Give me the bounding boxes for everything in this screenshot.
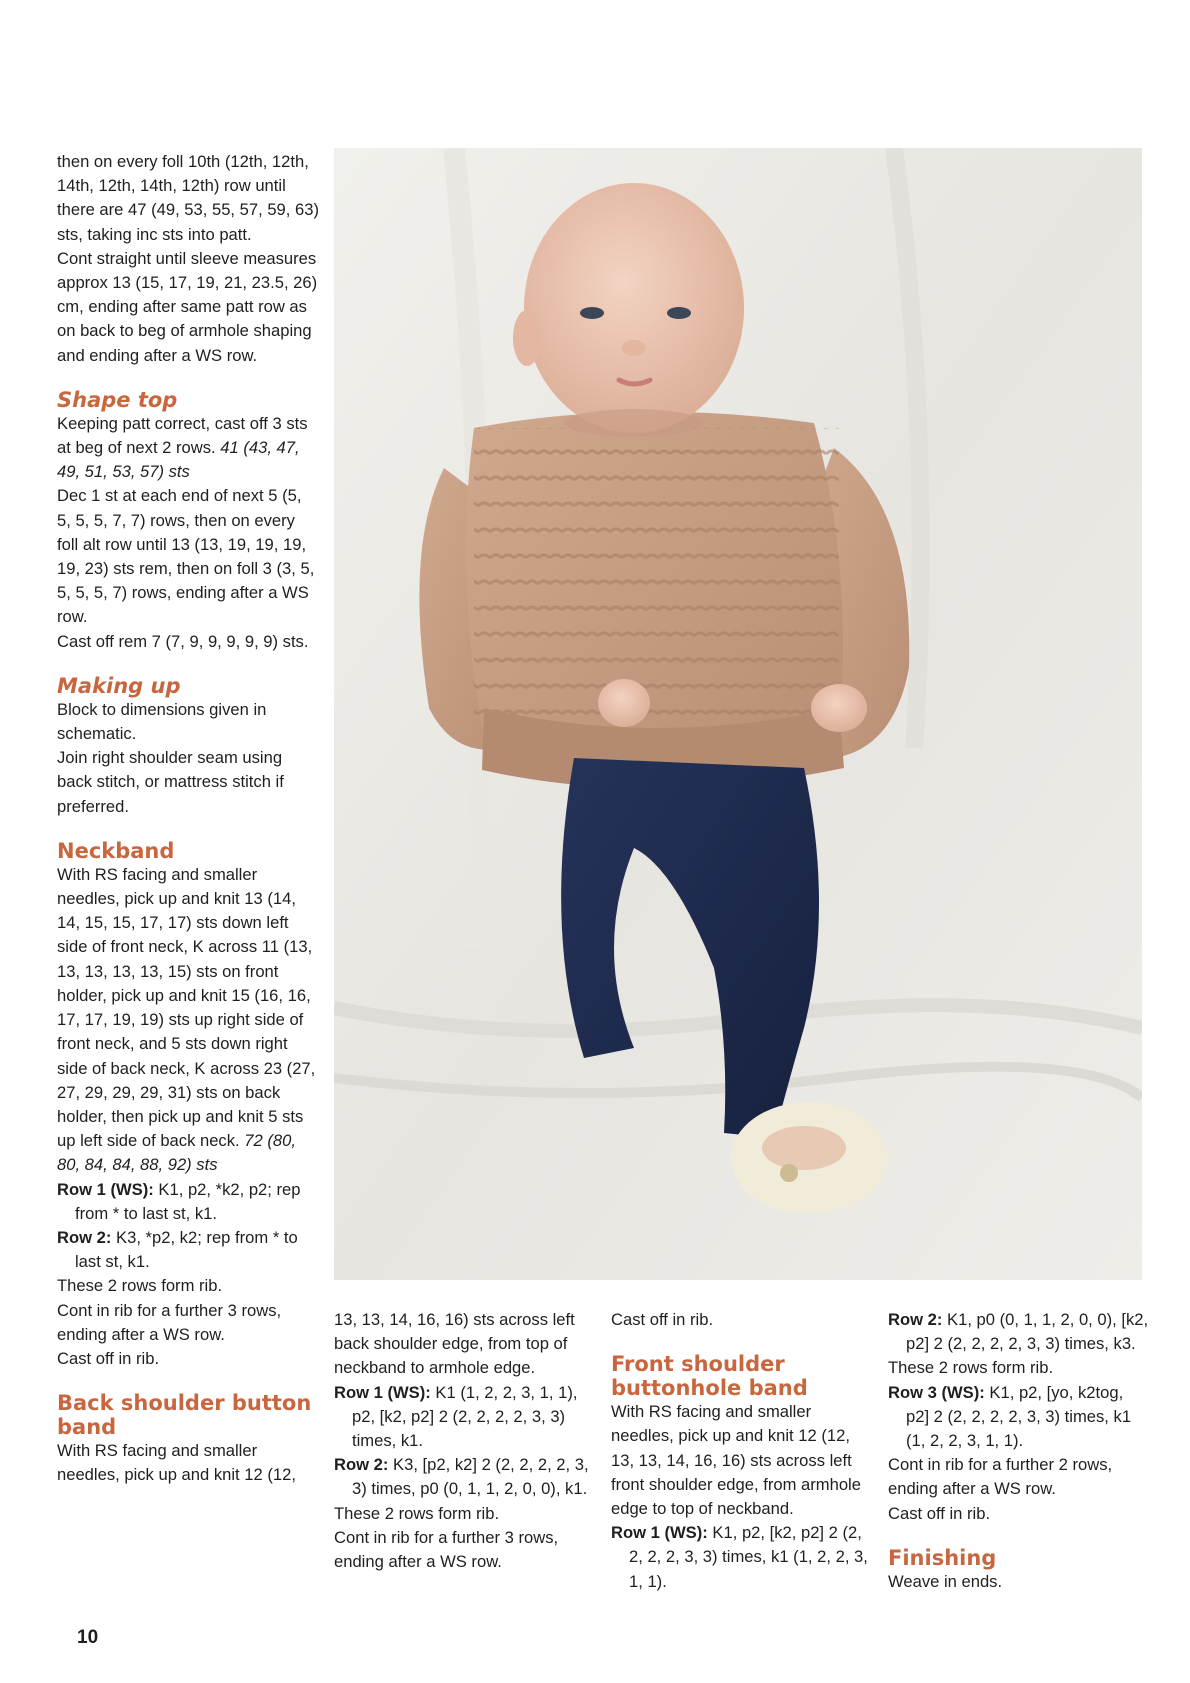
stitch-count: 41 (43, 47, 49, 51, 53, 57) sts: [57, 438, 300, 482]
section-heading-making-up: Making up: [57, 673, 181, 698]
text: With RS facing and smaller needles, pick up and knit 13 (14, 14, 15, 15, 17, 17) sts down left side of front neck, K across 11 (13, 13, 13, 13, 13, 15) sts on front holder, pick up and knit 15 (16, 16, 17, 17, 19, 19) sts up right side of front neck, and 5 sts down right side of back neck, K across 23 (27, 27, 29, 29, 29, 31) sts on back holder, then pick up and knit 5 sts up left side of back neck.: [57, 864, 316, 1151]
text-column-d: [888, 1308, 1150, 1594]
row-instruction: [57, 1226, 319, 1274]
row-instruction: [334, 1381, 596, 1454]
paragraph: Cast off in rib.: [611, 1310, 714, 1329]
paragraph: Dec 1 st at each end of next 5 (5, 5, 5, 5, 7, 7) rows, then on every foll alt row until 13 (13, 19, 19, 19, 19, 23) sts rem, then on foll 3 (3, 5, 5, 5, 5, 7) rows, ending after a WS row.: [57, 486, 315, 627]
stitch-count: 72 (80, 80, 84, 84, 88, 92) sts: [57, 1131, 296, 1175]
paragraph: Cast off rem 7 (7, 9, 9, 9, 9, 9) sts.: [57, 631, 309, 651]
page-number: 10: [77, 1627, 99, 1648]
row-label: Row 1 (WS):: [611, 1523, 708, 1543]
paragraph: Cont in rib for a further 2 rows, ending after a WS row.: [888, 1455, 1113, 1499]
paragraph: With RS facing and smaller needles, pick up and knit 12 (12, 13, 13, 14, 16, 16) sts across left front shoulder edge, from armhole edge to top of neckband.: [611, 1402, 861, 1519]
text: Keeping patt correct, cast off 3 sts at beg of next 2 rows.: [57, 413, 308, 458]
paragraph: Cont in rib for a further 3 rows, ending after a WS row.: [57, 1300, 282, 1344]
paragraph: Cont straight until sleeve measures approx 13 (15, 17, 19, 21, 23.5, 26) cm, ending after same patt row as on back to beg of armhole shaping and ending after a WS row.: [57, 248, 318, 365]
section-heading-finishing: Finishing: [888, 1545, 997, 1570]
row-instruction: [334, 1453, 596, 1501]
row-label: Row 2:: [334, 1455, 389, 1475]
paragraph: 13, 13, 14, 16, 16) sts across left back shoulder edge, from top of neckband to armhole edge.: [334, 1310, 575, 1378]
row-text: K1, p0 (0, 1, 1, 2, 0, 0), [k2, p2] 2 (2, 2, 2, 2, 3, 3) times, k3.: [906, 1310, 1149, 1354]
baby-illustration: [334, 148, 1142, 1280]
paragraph: With RS facing and smaller needles, pick up and knit 12 (12,: [57, 1441, 296, 1485]
paragraph: Cast off in rib.: [888, 1503, 991, 1523]
row-text: K3, *p2, k2; rep from * to last st, k1.: [75, 1227, 298, 1272]
row-label: Row 3 (WS):: [888, 1382, 985, 1402]
row-text: K1, p2, [k2, p2] 2 (2, 2, 2, 2, 3, 3) times, k1 (1, 2, 2, 3, 1, 1).: [629, 1523, 868, 1591]
row-instruction: [888, 1381, 1150, 1454]
row-text: K3, [p2, k2] 2 (2, 2, 2, 2, 3, 3) times, p0 (0, 1, 1, 2, 0, 0), k1.: [352, 1455, 589, 1499]
paragraph: Cast off in rib.: [57, 1348, 160, 1368]
row-label: Row 2:: [888, 1310, 943, 1329]
paragraph: Weave in ends.: [888, 1571, 1003, 1591]
row-text: K1 (1, 2, 2, 3, 1, 1), p2, [k2, p2] 2 (2, 2, 2, 2, 3, 3) times, k1.: [352, 1382, 578, 1451]
paragraph: These 2 rows form rib.: [334, 1503, 500, 1523]
row-label: Row 2:: [57, 1227, 112, 1247]
section-heading-neckband: Neckband: [57, 838, 175, 863]
paragraph: Block to dimensions given in schematic.: [57, 699, 267, 744]
section-heading-back-shoulder: Back shoulder button band: [57, 1391, 312, 1440]
left-text-column: [57, 150, 319, 1488]
paragraph: then on every foll 10th (12th, 12th, 14th, 12th, 14th, 12th) row until there are 47 (49, 53, 55, 57, 59, 63) sts, taking inc sts into patt.: [57, 152, 319, 244]
paragraph: [57, 863, 319, 1178]
text-column-c: [611, 1308, 873, 1594]
row-label: Row 1 (WS):: [57, 1179, 154, 1199]
paragraph: [57, 412, 319, 485]
row-instruction: [888, 1308, 1150, 1356]
paragraph: Join right shoulder seam using back stitch, or mattress stitch if preferred.: [57, 748, 284, 816]
paragraph: These 2 rows form rib.: [888, 1358, 1054, 1378]
paragraph: These 2 rows form rib.: [57, 1276, 223, 1296]
baby-photo: [334, 148, 1142, 1280]
row-instruction: [611, 1521, 873, 1594]
text-column-b: [334, 1308, 596, 1574]
section-heading-shape-top: Shape top: [57, 387, 178, 412]
paragraph: Cont in rib for a further 3 rows, ending after a WS row.: [334, 1527, 559, 1572]
row-text: K1, p2, *k2, p2; rep from * to last st, k1.: [75, 1179, 301, 1223]
section-heading-front-shoulder: Front shoulder buttonhole band: [611, 1352, 808, 1401]
row-instruction: [57, 1178, 319, 1226]
row-text: K1, p2, [yo, k2tog, p2] 2 (2, 2, 2, 2, 3, 3) times, k1 (1, 2, 2, 3, 1, 1).: [906, 1382, 1132, 1451]
row-label: Row 1 (WS):: [334, 1382, 431, 1402]
